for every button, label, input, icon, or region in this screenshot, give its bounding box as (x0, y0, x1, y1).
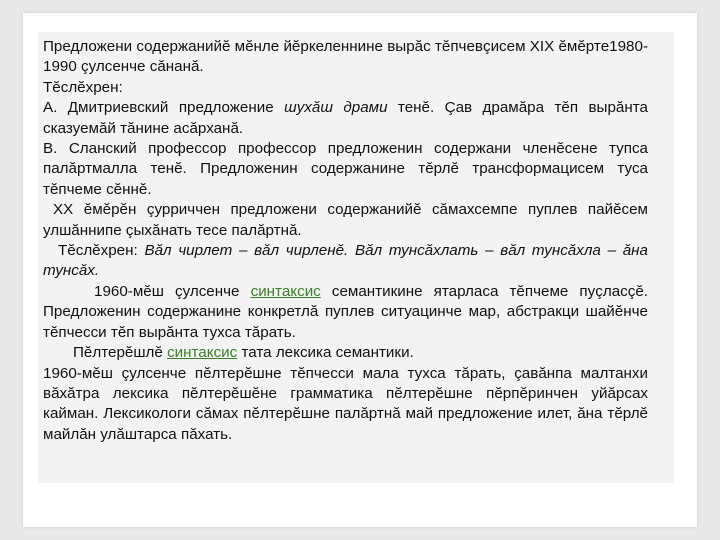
paragraph-1960s (43, 282, 648, 343)
paragraph-dmitrievsky (43, 98, 648, 139)
dmitrievsky-text-end: тенĕ. Çав драмăра тĕп вырăнта сказуемăй тăнине асăрханă. (43, 99, 648, 137)
syntax-link[interactable]: синтаксис (250, 282, 321, 300)
semantics-text-end: тата лексика семантики. (237, 344, 414, 362)
paragraph-lexicology: 1960-мĕш çулсенче пĕлтерĕшне тĕпчесси мала тухса тăрать, çавăнпа малтанхи вăхăтра лексика пĕлтерĕшĕне грамматика пĕлтерĕшне пĕрпĕринчен уйăрсах кайман. Лексикологи сăмах пĕлтерĕшне палăртнă май предложение илет, ăна тĕрлĕ майлăн улăштарса пăхать. (43, 364, 648, 443)
semantics-text-start: Пĕлтерĕшлĕ (73, 344, 168, 362)
slide (23, 13, 697, 527)
1960s-text-start: 1960-мĕш çулсенче (94, 282, 251, 300)
syntax-link-2[interactable]: синтаксис (167, 344, 238, 362)
paragraph-example (43, 241, 648, 282)
dmitrievsky-text-start: А. Дмитриевский предложение (43, 99, 285, 117)
1960s-text-end: семантикине ятарласа тĕпчеме пуçласçĕ. Предложенин содержанине конкретлă пуплев ситуацинче мар, абстракци шайĕнче тĕпчесси тĕп вырăнта тухса тăрать. (43, 282, 649, 341)
paragraph-xx-century: XX ĕмĕрĕн çурриччен предложени содержанийĕ сăмахсемпе пуплев пайĕсем улшăннипе çыхăнать тесе палăртнă. (43, 201, 648, 239)
example-label: Тĕслĕхрен: (58, 242, 145, 260)
paragraph-example-heading: Тĕслĕхрен: (43, 78, 123, 96)
text-box (38, 32, 674, 483)
example-text: Вăл чирлет – вăл чирленĕ. Вăл тунсăхлать – вăл тунсăхла – ăна тунсăх. (43, 242, 648, 280)
paragraph-slansky: В. Сланский профессор профессор предложенин содержани членĕсене тупса палăртмалла тенĕ. Предложенин содержанине тĕрлĕ трансформацисем туса тĕпчеме сĕннĕ. (43, 140, 648, 198)
paragraph-semantics-heading (43, 343, 648, 363)
paragraph-intro: Предложени содержанийĕ мĕнле йĕркеленнине вырăс тĕпчевçисем XIX ĕмĕрте1980-1990 çулсенче сăнанă. (43, 38, 648, 76)
dmitrievsky-term: шухăш драми (284, 99, 388, 117)
text-content (43, 37, 648, 445)
